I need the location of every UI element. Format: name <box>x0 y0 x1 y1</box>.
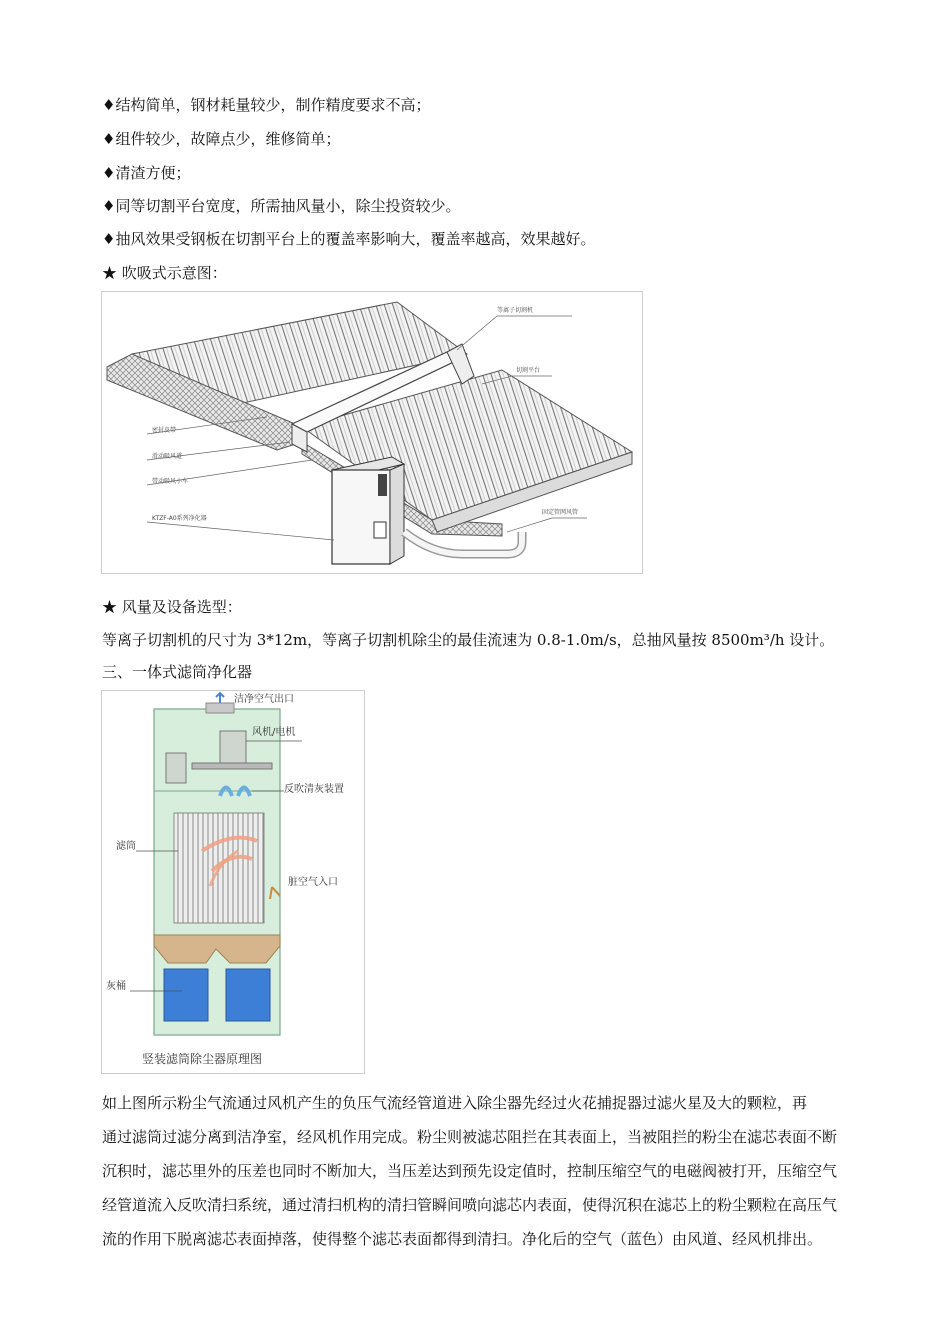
section-heading-airflow: ★ 风量及设备选型： <box>102 598 242 616</box>
body-line: 通过滤筒过滤分离到洁净室，经风机作用完成。粉尘则被滤芯阻拦在其表面上，当被阻拦的粉尘在滤芯表面不断 <box>102 1128 838 1146</box>
body-line: 如上图所示粉尘气流通过风机产生的负压气流经管道进入除尘器先经过火花捕捉器过滤火星及大的颗粒，再 <box>102 1094 808 1112</box>
label-filter-cartridge: 滤筒 <box>116 841 136 852</box>
body-line: 流的作用下脱离滤芯表面掉落，使得整个滤芯表面都得到清扫。净化后的空气（蓝色）由风道、经风机排出。 <box>102 1230 823 1248</box>
label-plasma-cutter: 等离子切割机 <box>497 307 534 314</box>
label-seal-belt: 密封皮带 <box>152 427 177 434</box>
label-fixed-duct: 固定管网风管 <box>542 509 579 516</box>
label-moving-cart: 带动吸风小车 <box>152 478 189 485</box>
body-line: 沉积时，滤芯里外的压差也同时不断加大，当压差达到预先设定值时，控制压缩空气的电磁阀被打开，压缩空气 <box>102 1162 838 1180</box>
label-pulse-cleaning: 反吹清灰装置 <box>284 784 344 795</box>
bullet-item: ♦抽风效果受钢板在切割平台上的覆盖率影响大，覆盖率越高，效果越好。 <box>102 230 596 248</box>
section-heading-blow-suction: ★ 吹吸式示意图： <box>102 264 227 282</box>
label-purifier: KTZF-A0系列净化器 <box>152 515 207 522</box>
bullet-item: ♦组件较少，故障点少，维修简单； <box>102 130 341 148</box>
body-line: 经管道流入反吹清扫系统，通过清扫机构的清扫管瞬间喷向滤芯内表面，使得沉积在滤芯上的粉尘颗粒在高压气 <box>102 1196 838 1214</box>
label-ash-bucket: 灰桶 <box>106 981 126 992</box>
label-clean-air-outlet: 洁净空气出口 <box>234 694 294 705</box>
section-heading-three: 三、一体式滤筒净化器 <box>102 663 253 681</box>
bullet-item: ♦清渣方便； <box>102 164 191 182</box>
body-paragraph <box>102 1086 886 1256</box>
bullet-item: ♦结构简单，钢材耗量较少，制作精度要求不高； <box>102 96 431 114</box>
label-fan-motor: 风机/电机 <box>252 727 296 738</box>
label-cutting-platform: 切割平台 <box>516 367 541 374</box>
cartridge-filter-diagram-drawing <box>102 691 364 1073</box>
airflow-text: 等离子切割机的尺寸为 3*12m，等离子切割机除尘的最佳流速为 0.8-1.0m/s，总抽风量按 8500m³/h 设计。 <box>102 631 835 649</box>
cartridge-filter-diagram <box>101 690 365 1074</box>
blow-suction-diagram-drawing <box>102 292 642 573</box>
label-dirty-air-inlet: 脏空气入口 <box>288 877 338 888</box>
bullet-item: ♦同等切割平台宽度，所需抽风量小，除尘投资较少。 <box>102 197 461 215</box>
diagram-caption: 竖装滤筒除尘器原理图 <box>142 1052 263 1066</box>
label-moving-duct: 滑动吸风道 <box>152 453 183 460</box>
blow-suction-diagram <box>101 291 643 574</box>
